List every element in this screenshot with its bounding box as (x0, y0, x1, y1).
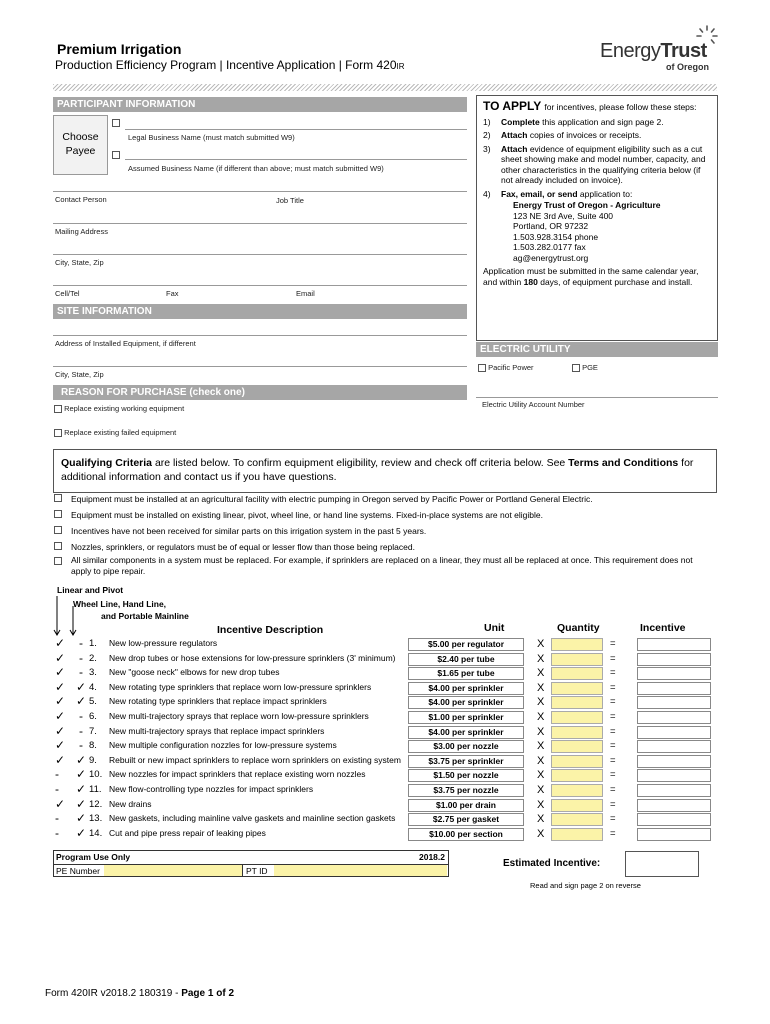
reason-bar: REASON FOR PURCHASE (check one) (53, 385, 467, 400)
email-label: Email (296, 289, 315, 298)
linear-pivot-label: Linear and Pivot (57, 585, 124, 595)
multiply-sign: X (537, 798, 545, 811)
item-description: Cut and pipe press repair of leaking pipes (109, 827, 266, 838)
linear-pivot-mark: ✓ (55, 679, 66, 694)
quantity-input[interactable] (551, 696, 603, 709)
quantity-input[interactable] (551, 726, 603, 739)
criteria-item[interactable]: Equipment must be installed at an agricultural facility with electric pumping in Oregon served by Pacific Power or Portland General Electric. (54, 494, 714, 504)
mailing-address: Energy Trust of Oregon - Agriculture 123 NE 3rd Ave, Suite 400 Portland, OR 97232 1.503.928.3154 phone 1.503.282.0177 fax ag@energytrust.org (513, 200, 661, 263)
equals-sign: = (610, 681, 616, 693)
item-number: 14. (89, 827, 103, 839)
program-use-title: Program Use Only (56, 852, 131, 862)
mailing-label: Mailing Address (55, 227, 108, 236)
incentive-row (53, 695, 718, 710)
multiply-sign: X (537, 827, 545, 840)
apply-step-1: 1) Complete this application and sign page 2. (483, 116, 664, 127)
estimated-incentive-label: Estimated Incentive: (503, 858, 601, 869)
item-number: 4. (89, 681, 97, 693)
wheel-line-mark: ✓ (75, 752, 87, 767)
item-number: 1. (89, 638, 97, 649)
site-address-field[interactable] (53, 324, 467, 336)
column-arrows-icon (53, 594, 93, 638)
multiply-sign: X (537, 681, 545, 694)
item-number: 6. (89, 711, 97, 722)
incentive-row (53, 739, 718, 754)
multiply-sign: X (537, 711, 545, 723)
item-unit: $3.75 per sprinkler (408, 755, 524, 768)
criteria-checkbox[interactable] (54, 526, 62, 534)
pt-id-label: PT ID (246, 866, 268, 876)
energy-trust-logo: EnergyTrust of Oregon (600, 24, 720, 74)
quantity-input[interactable] (551, 784, 603, 797)
multiply-sign: X (537, 813, 545, 826)
site-city-label: City, State, Zip (55, 370, 104, 379)
apply-step-2: 2) Attach copies of invoices or receipts. (483, 130, 642, 140)
apply-step-4: 4) Fax, email, or send application to: (483, 188, 633, 199)
incentive-input[interactable] (637, 682, 711, 695)
equals-sign: = (610, 667, 616, 679)
incentive-row (53, 725, 718, 740)
utility-account-field[interactable] (476, 386, 718, 398)
item-description: New multiple configuration nozzles for low-pressure systems (109, 740, 337, 751)
utility-account-label: Electric Utility Account Number (482, 400, 585, 409)
criteria-item[interactable]: All similar components in a system must be replaced. For example, if sprinklers are replaced on a linear, they must all be replaced at once. This requirement does not apply to pipe repair. (54, 555, 714, 577)
item-description: New flow-controlling type nozzles for impact sprinklers (109, 784, 314, 794)
wheel-line-mark: ✓ (75, 679, 87, 694)
site-bar: SITE INFORMATION (53, 304, 467, 319)
quantity-input[interactable] (551, 711, 603, 724)
equals-sign: = (610, 638, 616, 649)
incentive-description-header: Incentive Description (217, 624, 324, 636)
item-description: New multi-trajectory sprays that replace impact sprinklers (109, 725, 325, 736)
criteria-item[interactable]: Nozzles, sprinklers, or regulators must be of equal or lesser flow than those being replaced. (54, 542, 714, 552)
item-unit: $1.65 per tube (408, 667, 524, 680)
item-description: New drains (109, 798, 152, 809)
cell-label: Cell/Tel (55, 289, 80, 298)
reason-option-working[interactable]: Replace existing working equipment (54, 404, 184, 413)
utility-pacific-power[interactable]: Pacific Power (478, 363, 534, 372)
site-city-field[interactable] (53, 355, 467, 367)
item-description: New low-pressure regulators (109, 638, 218, 648)
incentive-input[interactable] (637, 740, 711, 753)
quantity-input[interactable] (551, 813, 603, 826)
wheel-line-mark: - (79, 636, 83, 650)
incentive-input[interactable] (637, 769, 711, 782)
multiply-sign: X (537, 696, 545, 709)
criteria-checkbox[interactable] (54, 557, 62, 565)
estimated-incentive-field[interactable] (625, 851, 699, 877)
form-subtitle: Production Efficiency Program | Incentive Application | Form 420IR (55, 58, 405, 72)
program-use-box (53, 850, 449, 877)
site-address-label: Address of Installed Equipment, if different (55, 339, 196, 348)
mailing-field[interactable] (53, 212, 467, 224)
apply-step-3: 3) Attach evidence of equipment eligibility such as a cut sheet showing make and model number, capacity, and other characteristics in the qualifying criteria below (if not already included on invoice). (483, 143, 706, 185)
item-unit: $4.00 per sprinkler (408, 696, 524, 709)
qualifying-criteria-intro: Qualifying Criteria are listed below. To confirm equipment eligibility, review and check off criteria below. See Terms and Conditions for additional information and contact us if you have questions. (53, 449, 717, 493)
equals-sign: = (610, 696, 616, 708)
quantity-input[interactable] (551, 755, 603, 768)
assumed-name-field[interactable] (125, 148, 467, 160)
multiply-sign: X (537, 740, 545, 753)
item-unit: $4.00 per sprinkler (408, 682, 524, 695)
linear-pivot-mark: ✓ (55, 752, 66, 767)
item-number: 2. (89, 652, 97, 664)
utility-bar: ELECTRIC UTILITY (476, 342, 718, 357)
participant-bar: PARTICIPANT INFORMATION (53, 97, 467, 112)
criteria-item[interactable]: Equipment must be installed on existing linear, pivot, wheel line, or hand line systems. Fixed-in-place systems are not eligible. (54, 510, 714, 520)
equals-sign: = (610, 784, 616, 795)
incentive-row (53, 754, 718, 769)
city-label: City, State, Zip (55, 258, 104, 267)
assumed-name-label: Assumed Business Name (if different than above; must match submitted W9) (128, 164, 384, 173)
criteria-checkbox[interactable] (54, 542, 62, 550)
item-unit: $2.40 per tube (408, 653, 524, 666)
reason-failed-checkbox[interactable] (54, 429, 62, 437)
quantity-input[interactable] (551, 740, 603, 753)
contact-label: Contact Person (55, 195, 107, 204)
wheel-line-mark: - (79, 738, 83, 753)
incentive-row (53, 768, 718, 783)
multiply-sign: X (537, 769, 545, 782)
pacific-power-checkbox[interactable] (478, 364, 486, 372)
wheel-line-mark: ✓ (75, 811, 87, 826)
linear-pivot-mark: ✓ (55, 709, 66, 723)
city-field[interactable] (53, 243, 467, 255)
item-unit: $1.00 per drain (408, 799, 524, 812)
quantity-input[interactable] (551, 638, 603, 651)
linear-pivot-mark: ✓ (55, 665, 66, 680)
quantity-input[interactable] (551, 682, 603, 695)
incentive-row (53, 783, 718, 798)
to-apply-box (476, 95, 718, 341)
equals-sign: = (610, 798, 616, 810)
item-description: New multi-trajectory sprays that replace worn low-pressure sprinklers (109, 711, 369, 721)
quantity-input[interactable] (551, 653, 603, 666)
wheel-line-mark: ✓ (75, 694, 87, 709)
incentive-row (53, 710, 718, 725)
linear-pivot-mark: ✓ (55, 650, 66, 665)
item-number: 7. (89, 725, 97, 737)
incentive-input[interactable] (637, 653, 711, 666)
criteria-checkbox[interactable] (54, 494, 62, 502)
reason-option-failed[interactable]: Replace existing failed equipment (54, 428, 176, 437)
wheel-line-mark: ✓ (75, 825, 87, 840)
linear-pivot-mark: - (55, 782, 59, 796)
phone-field[interactable] (53, 274, 467, 286)
incentive-header: Incentive (640, 622, 686, 634)
choose-payee-label: Choose Payee (53, 115, 108, 175)
equals-sign: = (610, 652, 616, 664)
item-unit: $5.00 per regulator (408, 638, 524, 651)
incentive-input[interactable] (637, 813, 711, 826)
incentive-row (53, 827, 718, 842)
item-unit: $1.50 per nozzle (408, 769, 524, 782)
linear-pivot-mark: - (55, 767, 59, 782)
item-description: New rotating type sprinklers that replace worn low-pressure sprinklers (109, 681, 372, 692)
quantity-header: Quantity (557, 622, 600, 634)
pe-number-label: PE Number (56, 866, 100, 876)
equals-sign: = (610, 813, 616, 825)
item-description: Rebuilt or new impact sprinklers to replace worn sprinklers on existing system (109, 754, 401, 765)
portable-mainline-label: and Portable Mainline (101, 611, 189, 621)
deadline-note: Application must be submitted in the same calendar year, and within 180 days, of equipment purchase and install. (483, 266, 699, 287)
incentive-input[interactable] (637, 799, 711, 812)
quantity-input[interactable] (551, 828, 603, 841)
incentive-input[interactable] (637, 828, 711, 841)
legal-name-checkbox[interactable] (112, 119, 120, 127)
item-unit: $2.75 per gasket (408, 813, 524, 826)
assumed-name-checkbox[interactable] (112, 151, 120, 159)
multiply-sign: X (537, 784, 545, 796)
incentive-input[interactable] (637, 711, 711, 724)
incentive-row (53, 637, 718, 652)
incentive-row (53, 681, 718, 696)
item-unit: $3.00 per nozzle (408, 740, 524, 753)
wheel-line-mark: - (79, 665, 83, 680)
footer: Form 420IR v2018.2 180319 - Page 1 of 2 (45, 988, 235, 999)
linear-pivot-mark: ✓ (55, 738, 66, 753)
linear-pivot-mark: - (55, 825, 59, 840)
utility-pge[interactable]: PGE (572, 363, 598, 372)
equals-sign: = (610, 725, 616, 737)
pt-id-field[interactable] (274, 865, 447, 876)
item-unit: $1.00 per sprinkler (408, 711, 524, 724)
incentive-input[interactable] (637, 784, 711, 797)
criteria-item[interactable]: Incentives have not been received for similar parts on this irrigation system in the past 5 years. (54, 526, 714, 536)
item-unit: $4.00 per sprinkler (408, 726, 524, 739)
to-apply-heading: TO APPLY for incentives, please follow these steps: (483, 99, 697, 113)
item-description: New drop tubes or hose extensions for low-pressure sprinklers (3' minimum) (109, 652, 396, 663)
linear-pivot-mark: ✓ (55, 694, 66, 709)
item-description: New nozzles for impact sprinklers that replace existing worn nozzles (109, 769, 366, 780)
wheel-line-mark: - (79, 650, 83, 665)
item-number: 5. (89, 696, 97, 708)
quantity-input[interactable] (551, 667, 603, 680)
linear-pivot-mark: ✓ (55, 796, 66, 811)
legal-name-label: Legal Business Name (must match submitted W9) (128, 133, 295, 142)
incentive-row (53, 666, 718, 681)
multiply-sign: X (537, 652, 545, 665)
item-description: New gaskets, including mainline valve gaskets and mainline section gaskets (109, 813, 396, 824)
equals-sign: = (610, 754, 616, 766)
header-rule (53, 84, 717, 91)
item-description: New "goose neck" elbows for new drop tubes (109, 667, 280, 678)
pe-number-field[interactable] (104, 865, 242, 876)
incentive-input[interactable] (637, 696, 711, 709)
multiply-sign: X (537, 638, 545, 650)
contact-field[interactable] (53, 180, 467, 192)
item-unit: $3.75 per nozzle (408, 784, 524, 797)
incentive-row (53, 652, 718, 667)
quantity-input[interactable] (551, 799, 603, 812)
fax-label: Fax (166, 289, 179, 298)
multiply-sign: X (537, 754, 545, 767)
incentive-input[interactable] (637, 638, 711, 651)
linear-pivot-mark: - (55, 811, 59, 826)
job-title-label: Job Title (276, 196, 304, 205)
item-number: 8. (89, 740, 97, 752)
program-version: 2018.2 (419, 852, 445, 862)
legal-name-field[interactable] (125, 118, 467, 130)
sign-page-note: Read and sign page 2 on reverse (530, 881, 641, 890)
incentive-row (53, 812, 718, 827)
incentive-row (53, 798, 718, 813)
item-number: 13. (89, 813, 103, 825)
wheel-line-mark: ✓ (75, 796, 87, 811)
multiply-sign: X (537, 725, 545, 738)
criteria-checkbox[interactable] (54, 510, 62, 518)
incentive-input[interactable] (637, 667, 711, 680)
item-number: 11. (89, 784, 102, 795)
unit-header: Unit (484, 622, 505, 634)
item-unit: $10.00 per section (408, 828, 524, 841)
incentive-input[interactable] (637, 755, 711, 768)
equals-sign: = (610, 827, 616, 839)
wheel-line-mark: ✓ (75, 767, 87, 782)
item-description: New rotating type sprinklers that replace impact sprinklers (109, 696, 327, 707)
form-title: Premium Irrigation (57, 41, 182, 57)
item-number: 10. (89, 769, 103, 781)
wheel-line-label: Wheel Line, Hand Line, (73, 599, 167, 609)
quantity-input[interactable] (551, 769, 603, 782)
equals-sign: = (610, 769, 616, 781)
wheel-line-mark: - (79, 709, 83, 723)
incentive-input[interactable] (637, 726, 711, 739)
equals-sign: = (610, 740, 616, 752)
item-number: 12. (89, 798, 103, 810)
pge-checkbox[interactable] (572, 364, 580, 372)
multiply-sign: X (537, 667, 545, 680)
item-number: 9. (89, 754, 97, 766)
wheel-line-mark: - (79, 723, 83, 738)
item-number: 3. (89, 667, 97, 679)
linear-pivot-mark: ✓ (55, 636, 66, 650)
equals-sign: = (610, 711, 616, 722)
linear-pivot-mark: ✓ (55, 723, 66, 738)
reason-working-checkbox[interactable] (54, 405, 62, 413)
wheel-line-mark: ✓ (75, 782, 87, 796)
